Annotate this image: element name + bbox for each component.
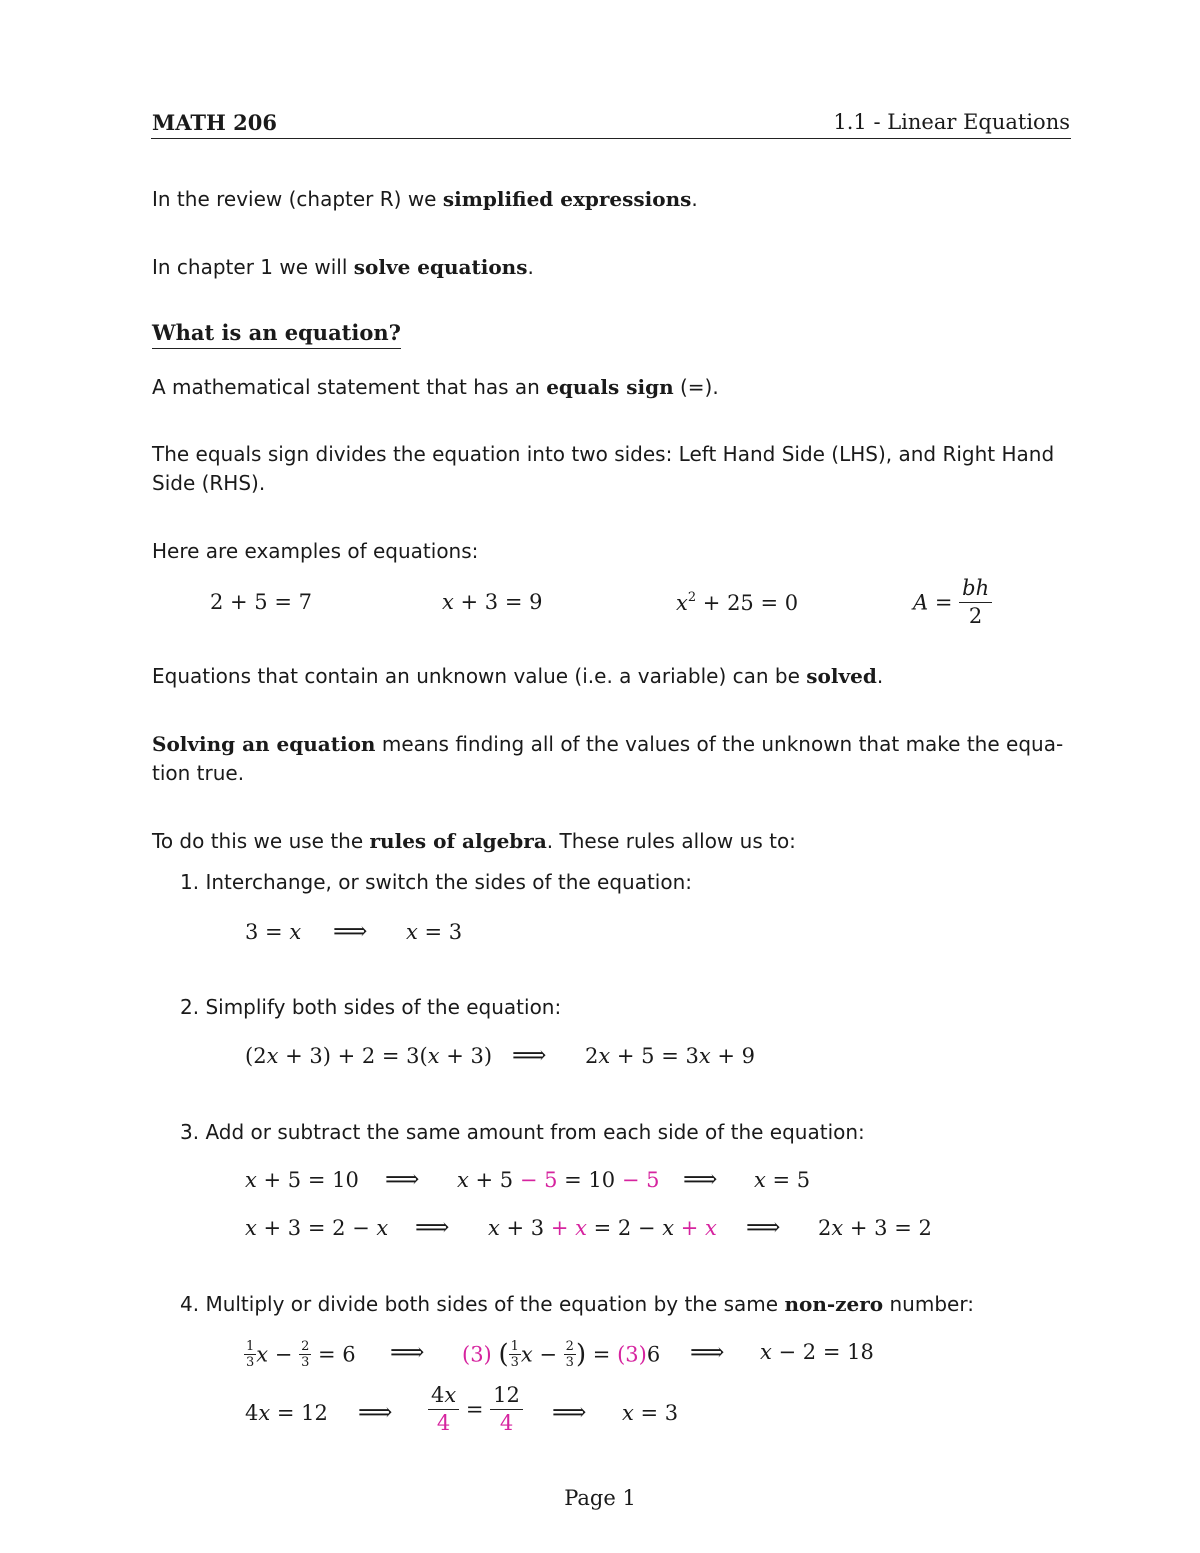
highlight-subtract: − 5 (519, 1168, 558, 1192)
expr: + 5 = 3 (610, 1044, 699, 1068)
rule-4-text: 4. Multiply or divide both sides of the equation by the same (180, 1292, 785, 1316)
sides-line-2: Side (RHS). (152, 471, 266, 495)
expr: 2 (818, 1216, 832, 1240)
rule-2-lhs (245, 1044, 492, 1068)
solving-line-2: tion true. (152, 761, 245, 785)
variable: x (256, 1342, 269, 1367)
variable: x (442, 590, 454, 614)
expr: 3 = (245, 920, 290, 944)
numerator: 1 (510, 1339, 519, 1354)
example-3 (676, 590, 798, 615)
rule-3-line-1-b (457, 1168, 659, 1192)
denominator: 2 (968, 604, 983, 628)
expr: + 9 (710, 1044, 755, 1068)
numerator: 1 (246, 1339, 255, 1354)
intro-text: In chapter 1 we will (152, 255, 354, 279)
rules-intro-end: . These rules allow us to: (546, 829, 796, 853)
rule-2-label: 2. Simplify both sides of the equation: (180, 995, 562, 1019)
rule-4-end: number: (883, 1292, 974, 1316)
highlight-divisor: 4 (436, 1411, 451, 1435)
solving-line-1 (152, 730, 1072, 759)
intro-bold: simplified expressions (442, 187, 692, 211)
sides-paragraph (152, 440, 1072, 498)
solved-bold: solved (806, 664, 877, 688)
highlight-multiplier: (3) (617, 1342, 647, 1367)
expr: = 2 − (586, 1216, 663, 1240)
variable: A (913, 590, 929, 615)
paren: ( (498, 1339, 509, 1370)
intro-period: . (691, 187, 698, 211)
rule-4-bold: non-zero (784, 1292, 884, 1316)
numerator: 12 (490, 1385, 523, 1410)
variable: x (444, 1383, 457, 1407)
rule-3-line-2-a (245, 1216, 388, 1240)
fraction-12-over-4 (490, 1385, 523, 1434)
variable: x (457, 1168, 469, 1192)
definition-bold: equals sign (546, 375, 674, 399)
rule-4-line-2-b (428, 1385, 523, 1434)
variable: x (245, 1168, 257, 1192)
variable: x (622, 1401, 634, 1425)
variable: x (754, 1168, 766, 1192)
solved-sentence (152, 662, 1072, 691)
definition-end: (=). (673, 375, 719, 399)
fraction (959, 578, 992, 627)
variable: x (376, 1216, 389, 1240)
rules-intro-bold: rules of algebra (369, 829, 547, 853)
expr: + 3 = 9 (453, 590, 543, 614)
arrow: ⟹ (385, 1165, 420, 1193)
example-4 (913, 578, 992, 627)
expr: 2 (585, 1044, 599, 1068)
highlight-add: + (674, 1216, 706, 1240)
rule-4-line-1-b: (3) ( $\frac{1}{3}$ x − $\frac{2}{3}$ ) = (3)6 (462, 1339, 661, 1370)
exponent: 2 (687, 590, 697, 605)
variable: x (406, 920, 418, 944)
rule-3-label: 3. Add or subtract the same amount from each side of the equation: (180, 1120, 865, 1144)
rule-4-line-1-c (760, 1340, 874, 1364)
rule-3-line-2-b (488, 1216, 717, 1240)
arrow: ⟹ (333, 917, 368, 945)
intro-text: In the review (chapter R) we (152, 187, 443, 211)
intro-line-2 (152, 253, 1072, 282)
variable: x (266, 1044, 279, 1068)
arrow: ⟹ (390, 1338, 425, 1366)
solving-text: means finding all of the values of the unknown that make the equa- (375, 732, 1064, 756)
rule-4-line-2-c (622, 1401, 678, 1425)
arrow: ⟹ (512, 1041, 547, 1069)
expr: + 3) + 2 = 3( (278, 1044, 428, 1068)
fraction-one-third (509, 1340, 521, 1369)
expr: + 5 = 10 (256, 1168, 359, 1192)
rule-1-label: 1. Interchange, or switch the sides of the equation: (180, 870, 693, 894)
arrow: ⟹ (415, 1213, 450, 1241)
expr: = 3 (633, 1401, 679, 1425)
expr: + 3) (439, 1044, 493, 1068)
expr: = (586, 1342, 618, 1367)
rules-intro (152, 827, 1072, 856)
highlight-add: + (550, 1216, 576, 1240)
numerator: bh (959, 578, 992, 603)
highlight-subtract: − 5 (621, 1168, 660, 1192)
fraction-two-thirds (564, 1340, 576, 1369)
variable: x (662, 1216, 675, 1240)
arrow: ⟹ (746, 1213, 781, 1241)
fraction-4x-over-4 (428, 1385, 459, 1434)
definition-text: A mathematical statement that has an (152, 375, 547, 399)
variable: x (598, 1044, 611, 1068)
expr: = 10 (557, 1168, 622, 1192)
example-2 (442, 590, 542, 614)
fraction-two-thirds (299, 1340, 311, 1369)
expr: 6 (646, 1342, 661, 1367)
sides-line-1: The equals sign divides the equation into two sides: Left Hand Side (LHS), and Right Hand (152, 442, 1055, 466)
expr: + 3 = 2 (843, 1216, 932, 1240)
highlight-variable: x (575, 1216, 587, 1240)
variable: x (676, 591, 688, 615)
highlight-divisor: 4 (499, 1411, 514, 1435)
expr: = 6 (311, 1342, 356, 1367)
intro-period: . (527, 255, 534, 279)
arrow: ⟹ (683, 1165, 718, 1193)
equals: = (928, 590, 960, 615)
rule-4-label (180, 1292, 974, 1316)
highlight-variable: x (705, 1216, 717, 1240)
expr: = 5 (765, 1168, 811, 1192)
rule-1-lhs (245, 920, 301, 944)
numerator: 2 (301, 1339, 310, 1354)
expr: = 3 (417, 920, 463, 944)
arrow: ⟹ (690, 1338, 725, 1366)
denominator: 3 (246, 1355, 255, 1370)
arrow: ⟹ (552, 1398, 587, 1426)
variable: x (258, 1401, 271, 1425)
examples-intro: Here are examples of equations: (152, 539, 479, 563)
solved-end: . (876, 664, 884, 688)
denominator: 3 (301, 1355, 310, 1370)
arrow: ⟹ (358, 1398, 393, 1426)
rules-intro-text: To do this we use the (152, 829, 370, 853)
rule-4-line-2-a (245, 1401, 328, 1425)
expr: + 3 (499, 1216, 551, 1240)
variable: x (427, 1044, 440, 1068)
variable: x (245, 1216, 257, 1240)
section-heading: What is an equation? (152, 320, 401, 349)
intro-line-1 (152, 185, 1072, 214)
rule-3-line-2-c (818, 1216, 932, 1240)
equals: = (459, 1397, 491, 1422)
variable: x (698, 1044, 711, 1068)
variable: x (520, 1342, 533, 1367)
solving-bold: Solving an equation (152, 732, 376, 756)
course-title: MATH 206 (152, 110, 278, 135)
section-title: 1.1 - Linear Equations (833, 110, 1070, 134)
example-1: 2 + 5 = 7 (210, 590, 312, 614)
solved-text: Equations that contain an unknown value (i.e. a variable) can be (152, 664, 807, 688)
coefficient: 4 (431, 1383, 445, 1407)
variable: x (488, 1216, 500, 1240)
expr: + 25 = 0 (696, 591, 799, 615)
header-rule (151, 138, 1071, 139)
numerator (428, 1385, 459, 1410)
solving-paragraph (152, 730, 1072, 788)
fraction-one-third (244, 1340, 256, 1369)
expr: − 2 = 18 (771, 1340, 874, 1364)
rule-1-rhs (406, 920, 462, 944)
page-number: Page 1 (564, 1486, 636, 1510)
expr: + 3 = 2 − (256, 1216, 377, 1240)
intro-bold: solve equations (353, 255, 528, 279)
paren: ) (575, 1339, 587, 1370)
rule-3-line-1-a (245, 1168, 359, 1192)
denominator: 3 (510, 1355, 519, 1370)
denominator: 3 (565, 1355, 574, 1370)
rule-4-line-1-a: $\frac{1}{3}$ x − $\frac{2}{3}$ = 6 (246, 1339, 356, 1370)
variable: x (831, 1216, 844, 1240)
expr: 4 (245, 1401, 259, 1425)
expr: + 5 (468, 1168, 520, 1192)
variable: x (760, 1340, 772, 1364)
numerator: 2 (565, 1339, 574, 1354)
definition (152, 373, 1072, 402)
variable: x (289, 920, 302, 944)
highlight-multiplier: (3) (462, 1342, 492, 1367)
expr: (2 (245, 1044, 267, 1068)
expr: = 12 (270, 1401, 328, 1425)
rule-2-rhs (585, 1044, 755, 1068)
rule-3-line-1-c (754, 1168, 810, 1192)
